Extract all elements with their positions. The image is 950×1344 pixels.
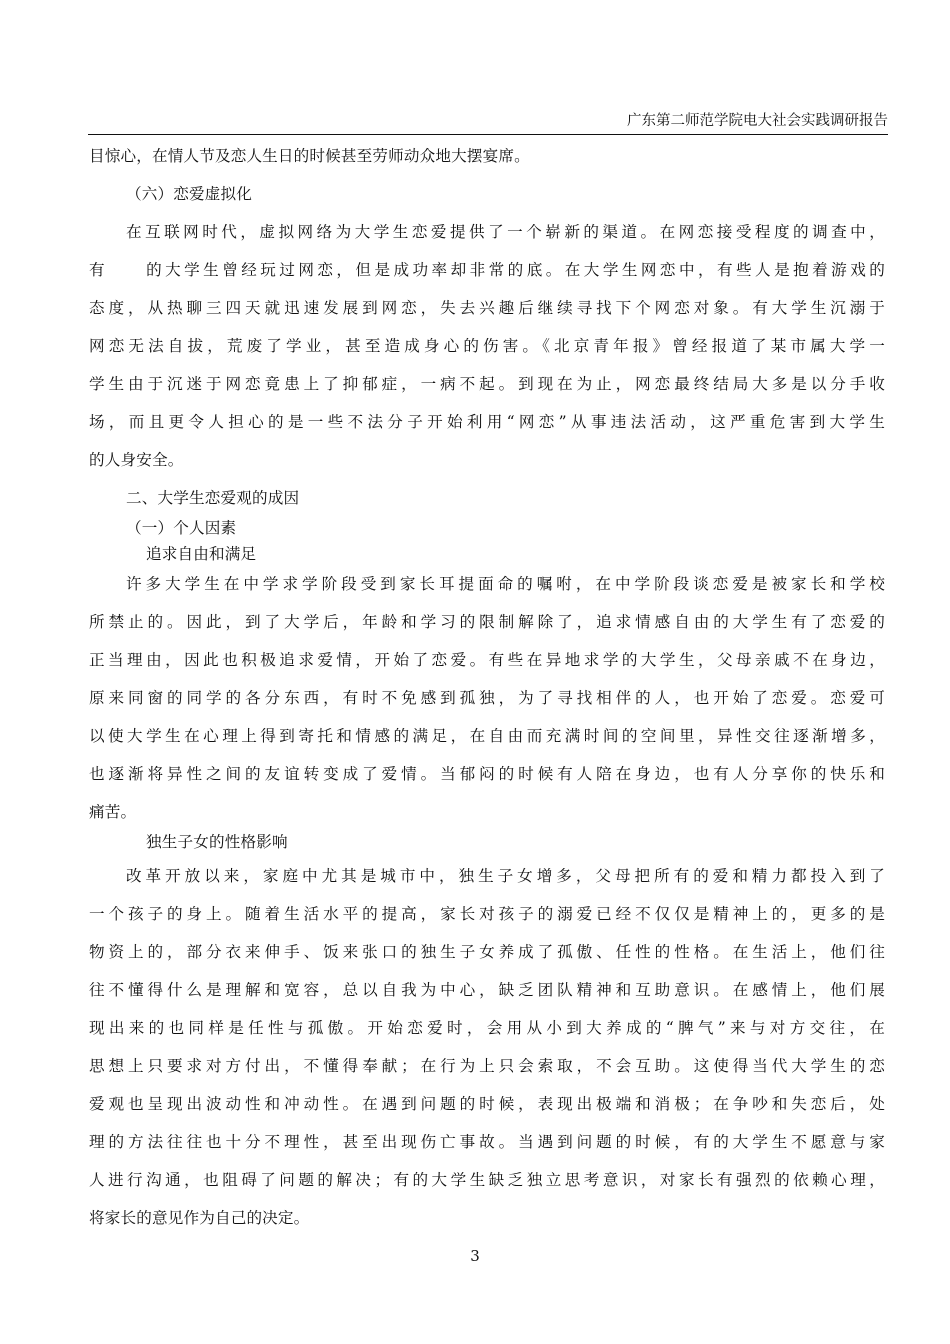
body-line: 现出来的也同样是任性与孤傲。开始恋爱时，会用从小到大养成的“脾气”来与对方交往，在	[89, 1019, 885, 1037]
body-line: 痛苦。	[89, 803, 137, 821]
body-line: 态度，从热聊三四天就迅速发展到网恋，失去兴趣后继续寻找下个网恋对象。有大学生沉溺于	[89, 299, 885, 317]
subsection-heading: 追求自由和满足	[146, 545, 257, 563]
section-heading: （六）恋爱虚拟化	[126, 185, 252, 203]
body-line: 许多大学生在中学求学阶段受到家长耳提面命的嘱咐，在中学阶段谈恋爱是被家长和学校	[126, 575, 885, 593]
body-line: 改革开放以来，家庭中尤其是城市中，独生子女增多，父母把所有的爱和精力都投入到了	[126, 867, 885, 885]
body-line: 人进行沟通，也阻碍了问题的解决；有的大学生缺乏独立思考意识，对家长有强烈的依赖心理，	[89, 1171, 885, 1189]
page-number: 3	[470, 1247, 480, 1265]
body-line: 一个孩子的身上。随着生活水平的提高，家长对孩子的溺爱已经不仅仅是精神上的，更多的是	[89, 905, 885, 923]
header-divider	[88, 134, 888, 135]
running-header: 广东第二师范学院电大社会实践调研报告	[627, 113, 888, 129]
body-line: 场，而且更令人担心的是一些不法分子开始利用“网恋”从事违法活动，这严重危害到大学生	[89, 413, 885, 431]
body-line: 爱观也呈现出波动性和冲动性。在遇到问题的时候，表现出极端和消极；在争吵和失恋后，处	[89, 1095, 885, 1113]
body-line: 原来同窗的同学的各分东西，有时不免感到孤独，为了寻找相伴的人，也开始了恋爱。恋爱可	[89, 689, 885, 707]
body-line: 也逐渐将异性之间的友谊转变成了爱情。当郁闷的时候有人陪在身边，也有人分享你的快乐和	[89, 765, 885, 783]
body-line: 往不懂得什么是理解和宽容，总以自我为中心，缺乏团队精神和互助意识。在感情上，他们展	[89, 981, 885, 999]
chapter-heading: 二、大学生恋爱观的成因	[126, 489, 300, 507]
body-line: 物资上的，部分衣来伸手、饭来张口的独生子女养成了孤傲、任性的性格。在生活上，他们往	[89, 943, 885, 961]
body-line: 在互联网时代，虚拟网络为大学生恋爱提供了一个崭新的渠道。在网恋接受程度的调查中，	[126, 223, 885, 241]
body-line: 以使大学生在心理上得到寄托和情感的满足，在自由而充满时间的空间里，异性交往逐渐增多，	[89, 727, 885, 745]
body-line: 正当理由，因此也积极追求爱情，开始了恋爱。有些在异地求学的大学生，父母亲戚不在身边，	[89, 651, 885, 669]
body-line: 学生由于沉迷于网恋竟患上了抑郁症，一病不起。到现在为止，网恋最终结局大多是以分手收	[89, 375, 885, 393]
body-line: 思想上只要求对方付出，不懂得奉献；在行为上只会索取，不会互助。这使得当代大学生的恋	[89, 1057, 885, 1075]
body-line: 所禁止的。因此，到了大学后，年龄和学习的限制解除了，追求情感自由的大学生有了恋爱的	[89, 613, 885, 631]
subsection-heading: 独生子女的性格影响	[146, 833, 288, 851]
section-heading: （一）个人因素	[126, 519, 237, 537]
body-line: 有 的大学生曾经玩过网恋，但是成功率却非常的底。在大学生网恋中，有些人是抱着游戏的	[89, 261, 885, 279]
body-line: 目惊心，在情人节及恋人生日的时候甚至劳师动众地大摆宴席。	[89, 147, 530, 165]
body-line: 的人身安全。	[89, 451, 184, 469]
body-line: 理的方法往往也十分不理性，甚至出现伤亡事故。当遇到问题的时候，有的大学生不愿意与家	[89, 1133, 885, 1151]
body-line: 将家长的意见作为自己的决定。	[89, 1209, 310, 1227]
body-line: 网恋无法自拔，荒废了学业，甚至造成身心的伤害。《北京青年报》曾经报道了某市属大学一	[89, 337, 885, 355]
